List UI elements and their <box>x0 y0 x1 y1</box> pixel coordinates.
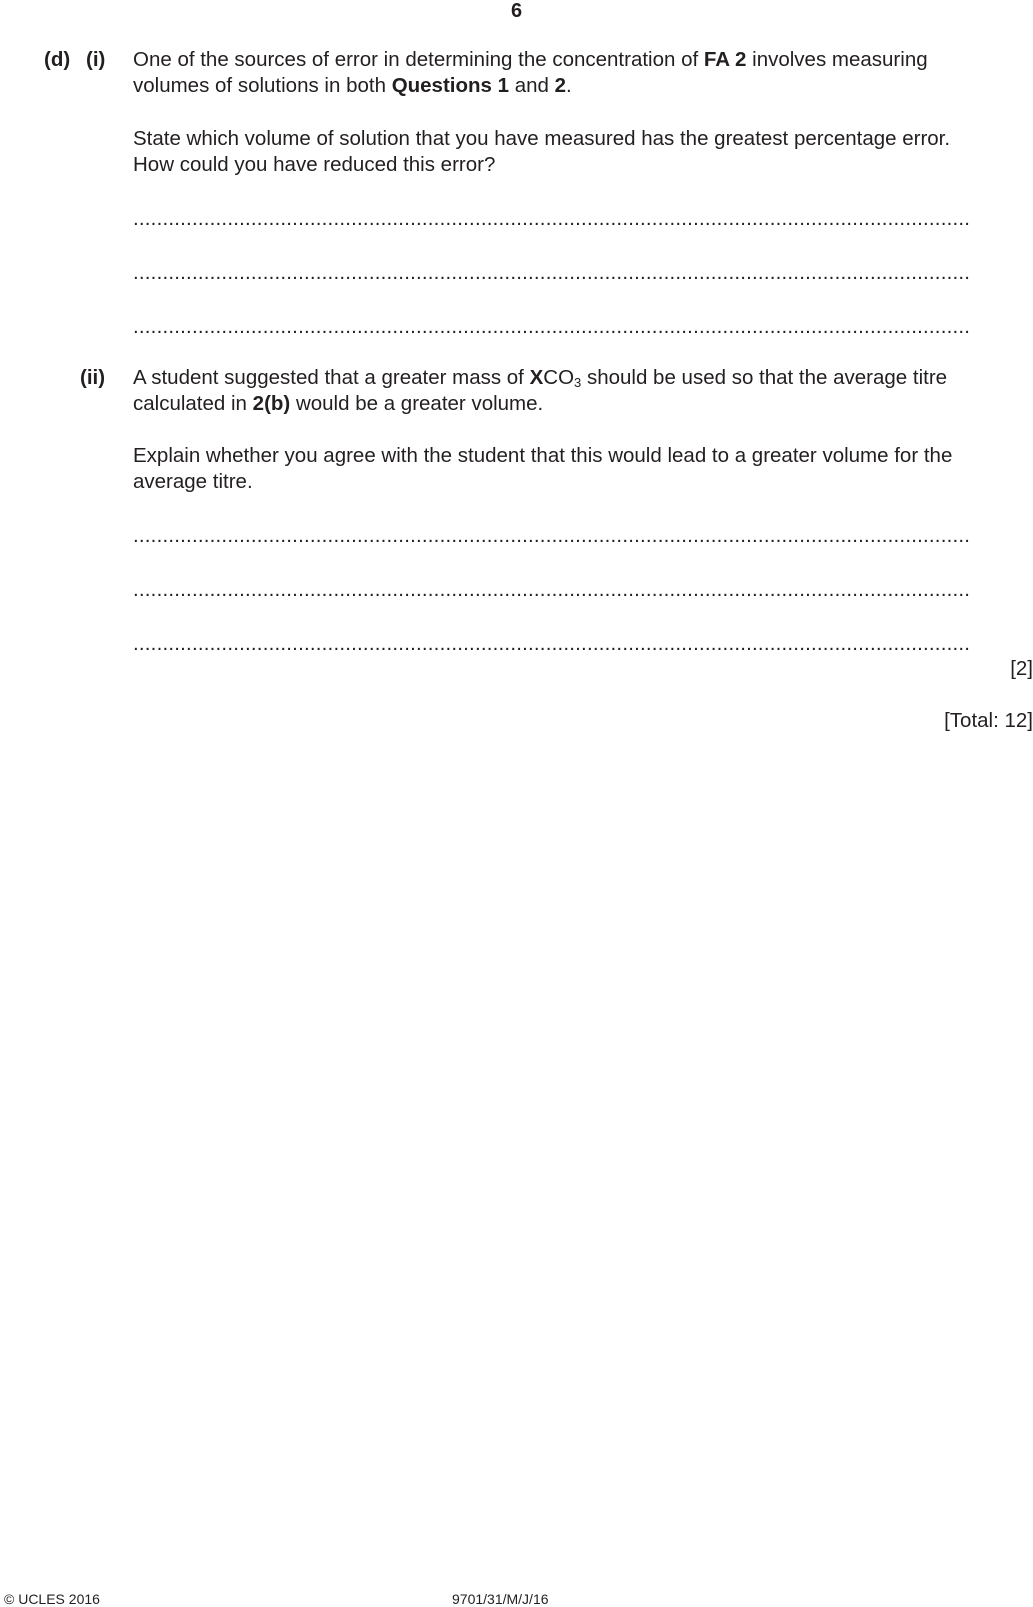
text-run: . <box>566 74 572 97</box>
text-run: calculated in <box>133 392 253 415</box>
text-run: volumes of solutions in both <box>133 74 392 97</box>
sub-i-label: (i) <box>86 48 106 71</box>
footer-code: 9701/31/M/J/16 <box>452 1591 549 1607</box>
question-d-ii-instruction-line1: Explain whether you agree with the student that this would lead to a greater volume for the <box>133 444 953 467</box>
text-run: involves measuring <box>746 48 928 71</box>
text-run: A student suggested that a greater mass of <box>133 366 530 389</box>
bold-fa2: FA 2 <box>703 48 747 71</box>
bold-2b: 2(b) <box>252 392 291 415</box>
answer-line-d-ii-2[interactable]: .............................................................................................................................................. <box>133 578 971 601</box>
bold-x: X <box>529 366 544 389</box>
text-run: One of the sources of error in determining the concentration of <box>133 48 704 71</box>
text-run: would be a greater volume. <box>290 392 544 415</box>
page-number: 6 <box>510 0 523 22</box>
text-run: CO <box>543 366 575 389</box>
text-run: and <box>509 74 555 97</box>
part-d-label: (d) <box>44 48 71 71</box>
footer-copyright: © UCLES 2016 <box>4 1591 100 1607</box>
marks-d: [2] <box>1010 657 1033 680</box>
subscript-3: 3 <box>574 375 582 390</box>
bold-questions-1: Questions 1 <box>391 74 510 97</box>
answer-line-d-i-1[interactable]: .............................................................................................................................................. <box>133 207 971 230</box>
answer-line-d-ii-1[interactable]: .............................................................................................................................................. <box>133 524 971 547</box>
text-run: should be used so that the average titre <box>581 366 948 389</box>
question-d-i-text-line2 <box>133 73 1033 99</box>
total-marks: [Total: 12] <box>944 709 1033 732</box>
question-d-ii-text-line2 <box>133 391 1033 417</box>
question-d-ii-instruction-line2: average titre. <box>133 470 253 493</box>
answer-line-d-i-2[interactable]: .............................................................................................................................................. <box>133 261 971 284</box>
sub-ii-label: (ii) <box>80 366 106 389</box>
answer-line-d-i-3[interactable]: .............................................................................................................................................. <box>133 315 971 338</box>
question-d-i-text-line1 <box>133 47 1033 73</box>
question-d-ii-text-line1 <box>133 365 1033 391</box>
question-d-i-instruction-line2: How could you have reduced this error? <box>133 153 496 176</box>
question-d-i-instruction-line1: State which volume of solution that you have measured has the greatest percentage error. <box>133 127 951 150</box>
bold-2: 2 <box>554 74 567 97</box>
answer-line-d-ii-3[interactable]: .............................................................................................................................................. <box>133 632 971 655</box>
